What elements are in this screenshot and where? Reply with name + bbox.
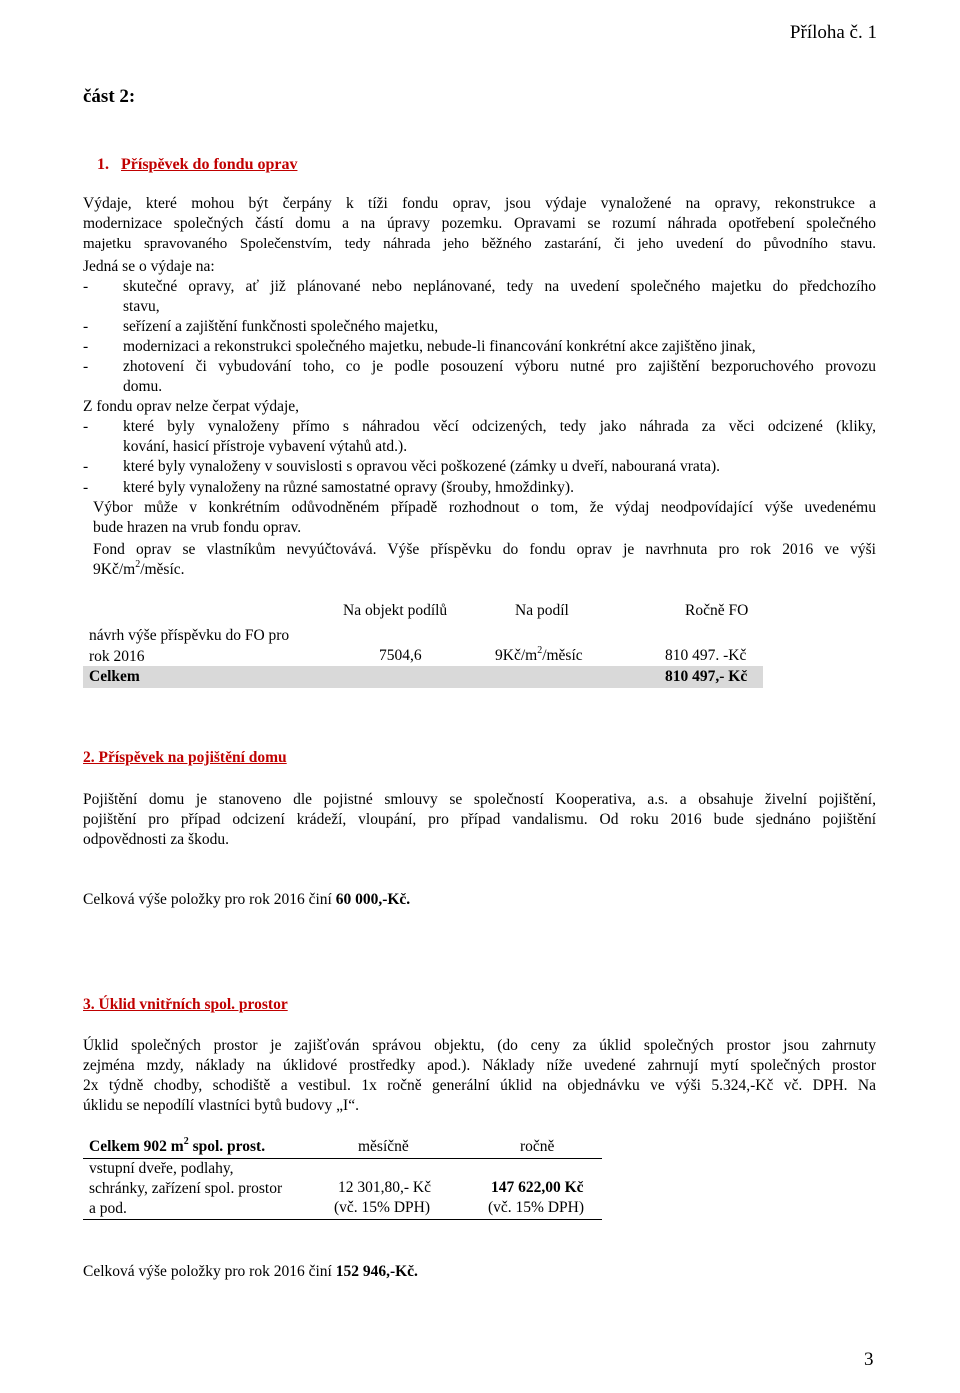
bullet-a-text: seřízení a zajištění funkčnosti společného majetku,: [123, 318, 439, 335]
s1-p1-line: Jedná se o výdaje na:: [83, 258, 215, 275]
col-header-podil: Na podíl: [515, 602, 569, 619]
s1-p1-line: modernizace společných částí domu a na úpravy pozemku. Opravami se rozumí náhrada opotřebení společného: [83, 215, 876, 232]
bullet-a-text: zhotovení či vybudování toho, co je podle posouzení výboru nutné pro zajištění bezporuchového provozu: [123, 358, 876, 375]
row-label: rok 2016: [89, 648, 145, 665]
bullet-a-text: stavu,: [123, 298, 160, 315]
s1-p2-line: bude hrazen na vrub fondu oprav.: [93, 519, 302, 536]
objekt-value: 7504,6: [379, 647, 422, 664]
col-header-objekt: Na objekt podílů: [343, 602, 448, 619]
t2-header-label: Celkem 902 $m^2$ spol. prost.: [89, 1135, 266, 1155]
bullet-dash: -: [83, 318, 89, 335]
rocne-value: 810 497. -Kč: [665, 647, 747, 664]
bullet-b-text: které byly vynaloženy v souvislosti s opravou věci poškozené (zámky u dveří, nabouraná vrata).: [123, 458, 720, 475]
part-heading: část 2:: [83, 86, 136, 107]
s1-p1-line: majetku spravovaného Společenstvím, tedy náhrada jeho běžného zastarání, či jeho uvedení do původního stavu.: [83, 236, 876, 252]
t2-monthly-value: 12 301,80,- Kč: [338, 1179, 431, 1196]
not-allowed-intro: Z fondu oprav nelze čerpat výdaje,: [83, 398, 300, 415]
t2-yearly-value: 147 622,00 Kč: [491, 1179, 584, 1196]
bullet-dash: -: [83, 338, 89, 355]
t2-header-monthly: měsíčně: [358, 1138, 409, 1155]
s3-line: úklidu se nepodílí vlastníci bytů budovy „I“.: [83, 1097, 359, 1114]
bullet-b-text: kování, hasicí přístroje vybavení výtahů atd.).: [123, 438, 408, 455]
s2-line: pojištění pro případ odcizení krádeží, vloupání, pro případ vandalismu. Od roku 2016 bude sjednáno pojištění: [83, 811, 876, 828]
total-label: Celkem: [89, 668, 140, 685]
bullet-dash: -: [83, 418, 89, 435]
t2-header-yearly: ročně: [520, 1138, 555, 1155]
bullet-b-text: které byly vynaloženy na různé samostatné opravy (šrouby, hmoždinky).: [123, 479, 574, 496]
total-row-bg: [83, 666, 763, 688]
bullet-dash: -: [83, 458, 89, 475]
page-number: 3: [864, 1349, 874, 1370]
bullet-b-text: které byly vynaloženy přímo s náhradou věcí odcizených, tedy jako náhrada za věci odcizené (kliky,: [123, 418, 876, 435]
s3-line: 2x týdně chodby, schodiště a vestibul. 1x ročně generální úklid na objednávku ve výši 5.324,-Kč vč. DPH. Na: [83, 1077, 876, 1094]
s2-total: Celková výše položky pro rok 2016 činí 60 000,-Kč.: [83, 891, 411, 908]
attachment-label: Příloha č. 1: [789, 22, 877, 43]
bullet-a-text: modernizaci a rekonstrukci společného majetku, nebude-li financování konkrétní akce zajištěno jinak,: [123, 338, 756, 355]
s2-line: Pojištění domu je stanoveno dle pojistné smlouvy se společností Kooperativa, a.s. a obsahuje živelní pojištění,: [83, 791, 876, 808]
s1-p3-line: Fond oprav se vlastníkům nevyúčtovává. Výše příspěvku do fondu oprav je navrhnuta pro rok 2016 ve výši: [93, 541, 876, 558]
section1-number: 1.: [97, 156, 109, 173]
s3-total: Celková výše položky pro rok 2016 činí 152 946,-Kč.: [83, 1263, 418, 1280]
t2-row-label: vstupní dveře, podlahy,: [89, 1160, 234, 1177]
table-border-bottom: [83, 1219, 602, 1220]
bullet-dash: -: [83, 479, 89, 496]
col-header-rocne: Ročně FO: [685, 602, 749, 619]
row-label: návrh výše příspěvku do FO pro: [89, 627, 290, 644]
bullet-a-text: domu.: [123, 378, 163, 395]
section2-title: 2. Příspěvek na pojištění domu: [83, 749, 287, 766]
s1-p3-line2: $9Kč/m^2$/měsíc.: [93, 558, 185, 578]
section1-heading: [97, 156, 297, 174]
podil-value: $9Kč/m^2$/měsíc: [495, 644, 583, 664]
t2-row-label: schránky, zařízení spol. prostor: [89, 1180, 283, 1197]
section3-title: 3. Úklid vnitřních spol. prostor: [83, 996, 288, 1013]
bullet-dash: -: [83, 278, 89, 295]
s1-p1-line: Výdaje, které mohou být čerpány k tíži fondu oprav, jsou výdaje vynaložené na opravy, rekonstrukce a: [83, 195, 876, 212]
bullet-a-text: skutečné opravy, ať již plánované nebo neplánované, tedy na uvedení společného majetku do předchozího: [123, 278, 876, 295]
t2-yearly-note: (vč. 15% DPH): [488, 1199, 584, 1216]
s2-line: odpovědnosti za škodu.: [83, 831, 229, 848]
s1-p2-line: Výbor může v konkrétním odůvodněném případě rozhodnout o tom, že výdaj neodpovídající výše uvedenému: [93, 499, 876, 516]
total-value: 810 497,- Kč: [665, 668, 748, 685]
t2-row-label: a pod.: [89, 1200, 127, 1217]
s3-line: Úklid společných prostor je zajišťován správou objektu, (do ceny za úklid společných prostor jsou zahrnuty: [83, 1037, 876, 1054]
s3-line: zejména mzdy, náklady na úklidové prostředky apod.). Náklady níže uvedené zahrnují mytí společných prostor: [83, 1057, 876, 1074]
section1-title: Příspěvek do fondu oprav: [121, 156, 298, 173]
t2-monthly-note: (vč. 15% DPH): [334, 1199, 430, 1216]
bullet-dash: -: [83, 358, 89, 375]
